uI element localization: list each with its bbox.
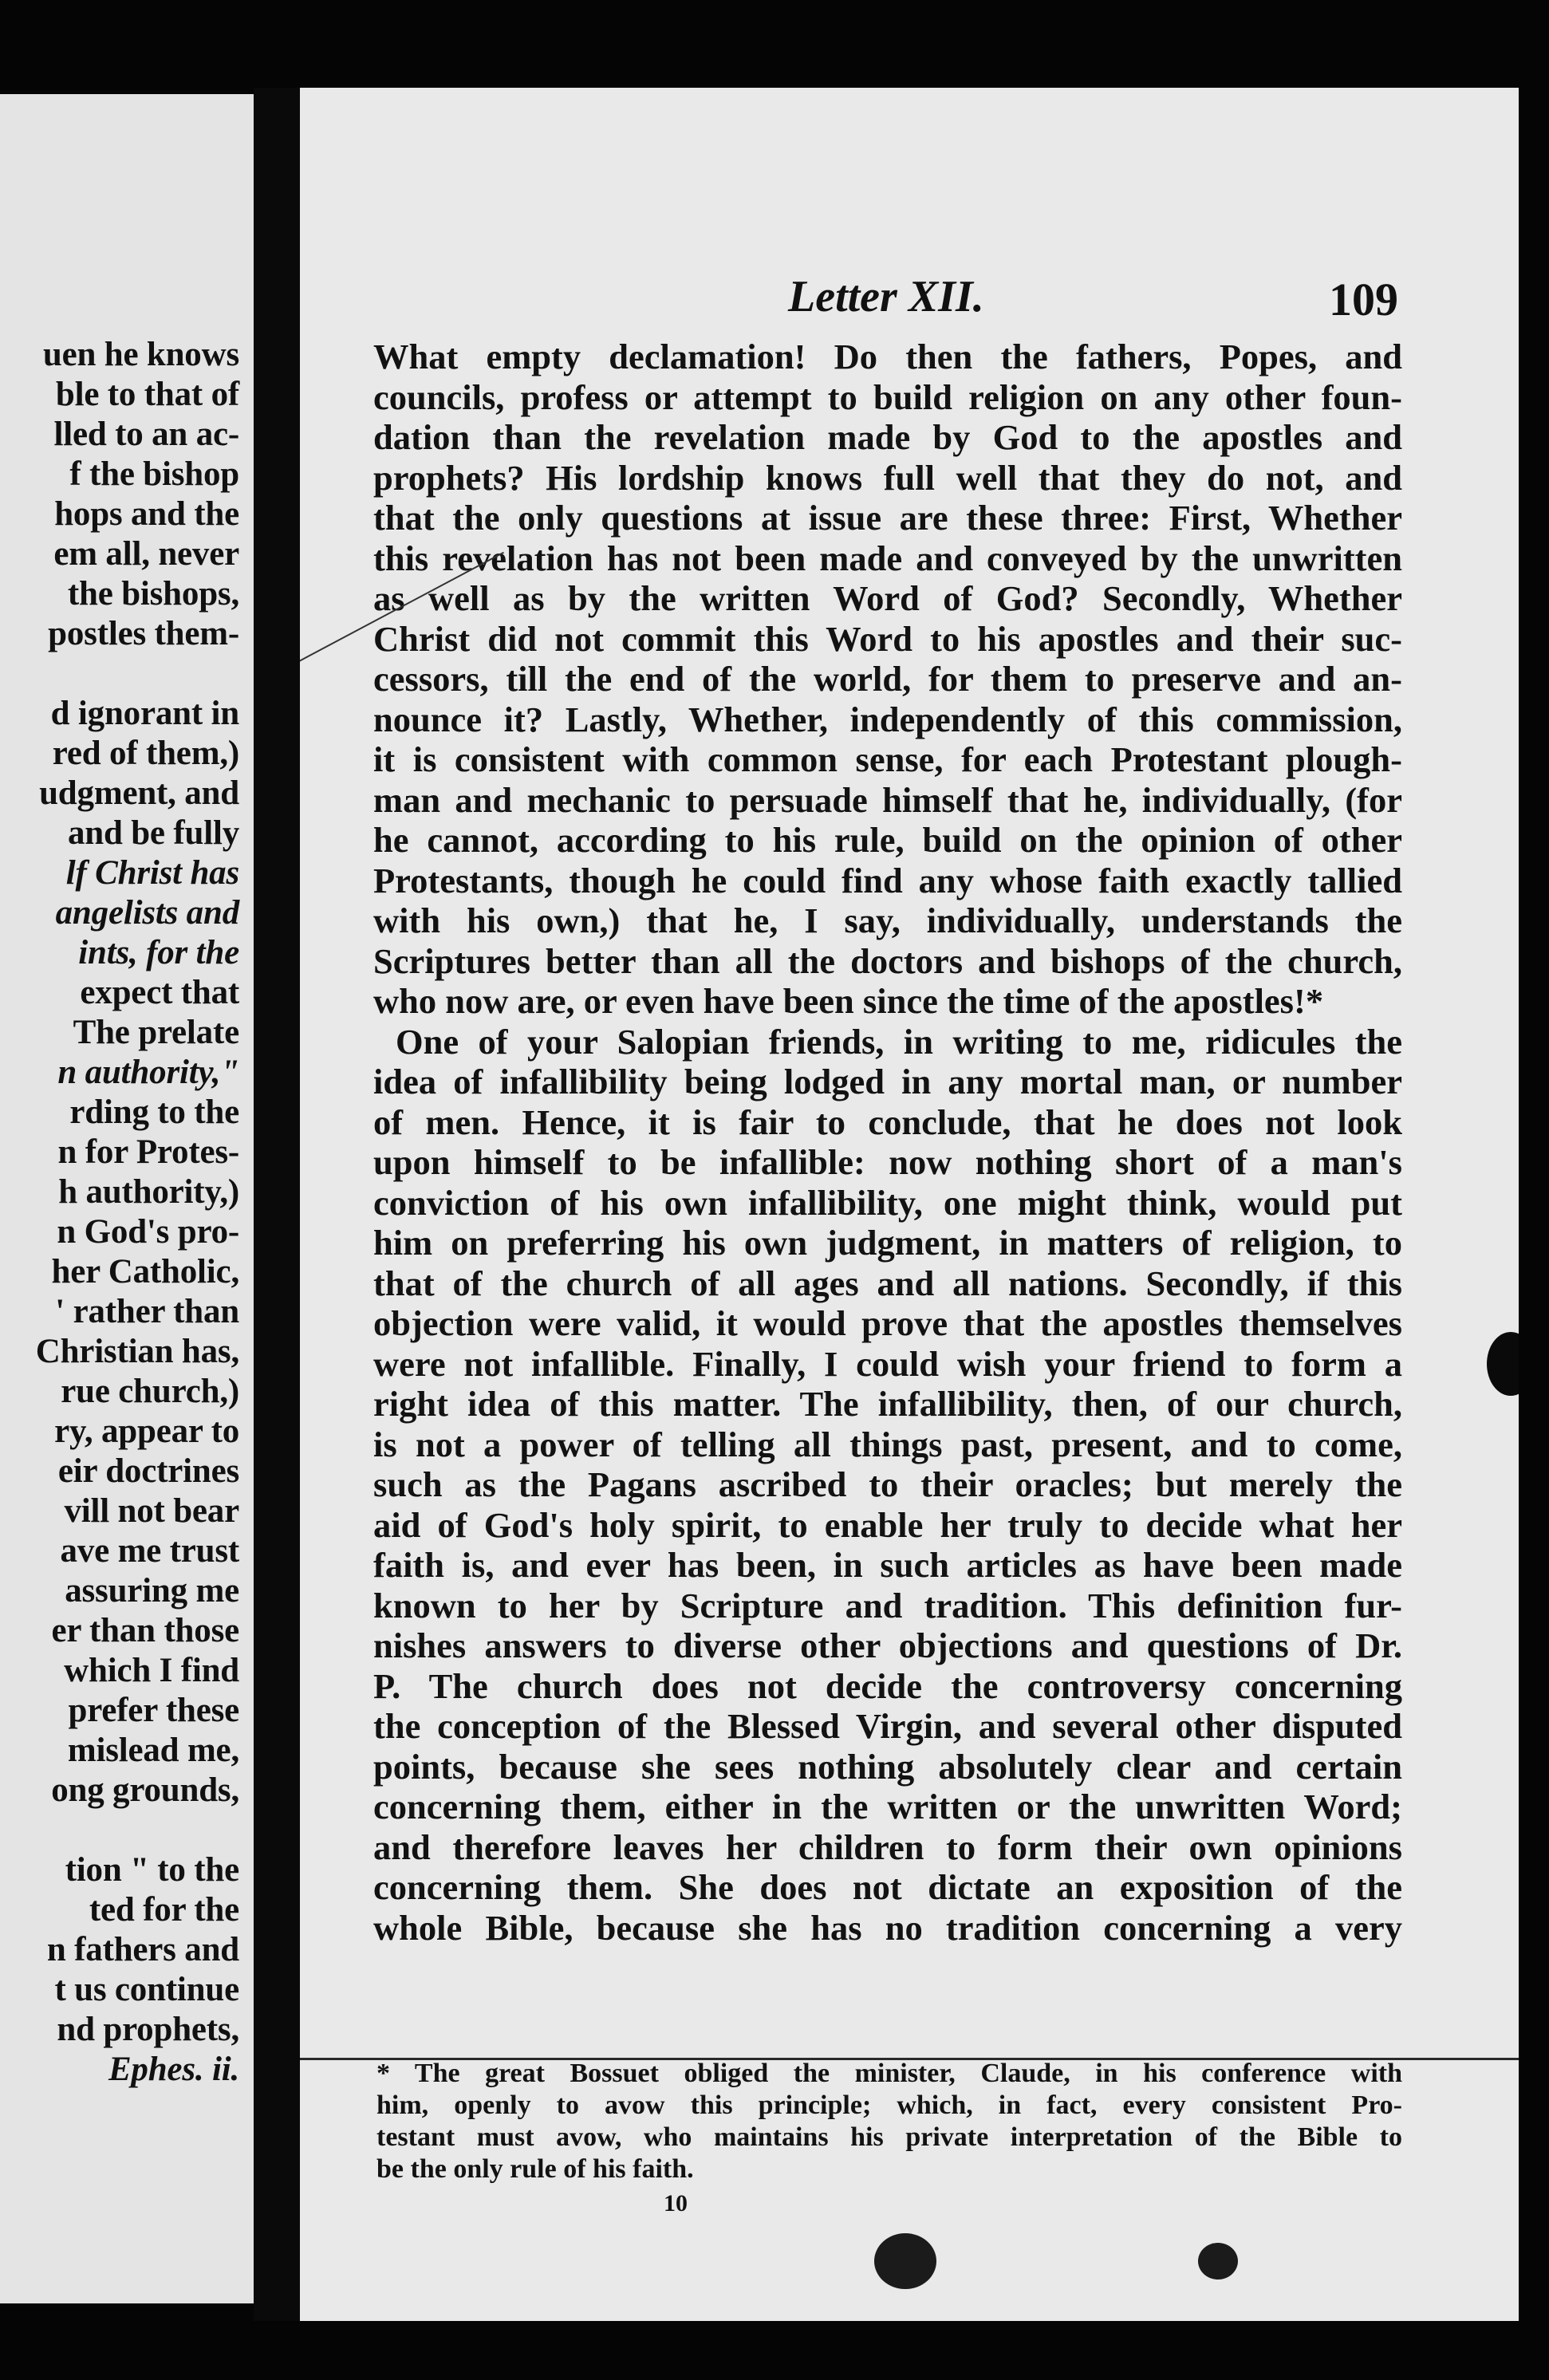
left-line: Ephes. ii. — [108, 2051, 239, 2088]
text-line: he cannot, according to his rule, build on the opinion of other — [373, 820, 1402, 860]
footnote-line: be the only rule of his faith. — [376, 2154, 694, 2184]
left-line: ave me trust — [60, 1532, 239, 1570]
left-page-fragment — [0, 94, 256, 2303]
text-line: faith is, and ever has been, in such articles as have been made — [373, 1545, 1402, 1585]
text-line: concerning them. She does not dictate an exposition of the — [373, 1867, 1402, 1907]
body-text — [373, 337, 1402, 1948]
footnote — [376, 2058, 1402, 2185]
ink-blot — [874, 2233, 936, 2289]
left-line: Christian has, — [35, 1333, 239, 1370]
left-line: which I find — [64, 1652, 239, 1689]
left-line: ints, for the — [78, 934, 239, 971]
text-line: known to her by Scripture and tradition. This definition fur- — [373, 1585, 1402, 1625]
text-line: objection were valid, it would prove that the apostles themselves — [373, 1303, 1402, 1343]
text-line: as well as by the written Word of God? Secondly, Whether — [373, 578, 1402, 618]
text-line: of men. Hence, it is fair to conclude, that he does not look — [373, 1101, 1402, 1142]
left-line: n for Protes- — [57, 1133, 239, 1171]
left-line: tion " to the — [65, 1851, 239, 1889]
text-line: whole Bible, because she has no tradition concerning a very — [373, 1907, 1402, 1948]
text-line: upon himself to be infallible: now nothing short of a man's — [373, 1142, 1402, 1182]
text-line: who now are, or even have been since the time of the apostles!* — [373, 981, 1324, 1021]
text-line: idea of infallibility being lodged in any mortal man, or number — [373, 1062, 1402, 1101]
text-line: concerning them, either in the written or the unwritten Word; — [373, 1787, 1402, 1826]
text-line: aid of God's holy spirit, to enable her truly to decide what her — [373, 1504, 1402, 1545]
text-line: Christ did not commit this Word to his apostles and their suc- — [373, 618, 1402, 659]
text-line: conviction of his own infallibility, one might think, would put — [373, 1182, 1402, 1223]
left-line: ong grounds, — [51, 1771, 239, 1809]
text-line: councils, profess or attempt to build religion on any other foun- — [373, 376, 1402, 417]
text-line: right idea of this matter. The infallibility, then, of our church, — [373, 1384, 1402, 1424]
text-line: cessors, till the end of the world, for them to preserve and an- — [373, 659, 1402, 699]
text-line: Protestants, though he could find any whose faith exactly tallied — [373, 860, 1402, 900]
left-line: assuring me — [65, 1572, 239, 1610]
text-line: points, because she sees nothing absolutely clear and certain — [373, 1746, 1402, 1787]
left-line: d ignorant in — [50, 695, 239, 732]
text-line: this revelation has not been made and conveyed by the unwritten — [373, 538, 1402, 578]
text-line: him on preferring his own judgment, in matters of religion, to — [373, 1223, 1402, 1263]
text-line: nishes answers to diverse other objections and questions of Dr. — [373, 1625, 1402, 1665]
left-line: hops and the — [54, 495, 239, 533]
text-line: prophets? His lordship knows full well that they do not, and — [373, 457, 1402, 498]
left-line: eir doctrines — [57, 1452, 239, 1490]
left-line: expect that — [80, 974, 239, 1011]
signature-mark: 10 — [664, 2190, 688, 2216]
left-line: er than those — [51, 1612, 239, 1649]
page-number: 109 — [1329, 274, 1398, 325]
left-line: lled to an ac- — [53, 416, 239, 453]
text-line: such as the Pagans ascribed to their oracles; but merely the — [373, 1464, 1402, 1504]
left-line: uen he knows — [42, 336, 239, 373]
left-line: vill not bear — [64, 1492, 239, 1530]
left-line: n fathers and — [46, 1931, 239, 1968]
left-line: t us continue — [54, 1971, 239, 2008]
text-line: dation than the revelation made by God to the apostles and — [373, 417, 1402, 457]
left-line: f the bishop — [69, 455, 239, 493]
left-line: angelists and — [55, 894, 239, 932]
text-line: is not a power of telling all things past, present, and to come, — [373, 1424, 1402, 1464]
left-line: n God's pro- — [57, 1213, 239, 1251]
left-line: h authority,) — [58, 1173, 239, 1211]
text-line: P. The church does not decide the controversy concerning — [373, 1665, 1402, 1706]
left-line: red of them,) — [52, 735, 239, 772]
book-gutter — [254, 88, 300, 2321]
text-line: with his own,) that he, I say, individually, understands the — [373, 900, 1402, 940]
running-head: Letter XII. — [788, 272, 984, 321]
footnote-line: testant must avow, who maintains his private interpretation of the Bible to — [376, 2122, 1402, 2152]
footnote-line: him, openly to avow this principle; which, in fact, every consistent Pro- — [376, 2090, 1402, 2120]
edge-blot — [1487, 1332, 1519, 1396]
left-line: n authority," — [57, 1054, 239, 1091]
text-line: man and mechanic to persuade himself that he, individually, (for — [373, 779, 1402, 820]
footnote-line: * The great Bossuet obliged the minister, Claude, in his conference with — [376, 2059, 1402, 2088]
left-line: and be fully — [67, 814, 239, 852]
left-line: em all, never — [53, 535, 239, 573]
text-line: the conception of the Blessed Virgin, and several other disputed — [373, 1706, 1402, 1746]
text-line: and therefore leaves her children to form their own opinions — [373, 1826, 1402, 1867]
ink-blot — [1198, 2243, 1238, 2280]
text-line: that the only questions at issue are these three: First, Whether — [373, 498, 1402, 538]
left-line: rue church,) — [61, 1373, 239, 1410]
text-line: nounce it? Lastly, Whether, independently of this commission, — [373, 699, 1402, 739]
text-line: it is consistent with common sense, for each Protestant plough- — [373, 739, 1402, 779]
text-line: What empty declamation! Do then the fathers, Popes, and — [373, 337, 1402, 376]
main-page — [300, 88, 1519, 2321]
text-line: Scriptures better than all the doctors and bishops of the church, — [373, 940, 1402, 981]
left-line: rding to the — [69, 1093, 239, 1131]
left-line: udgment, and — [39, 774, 239, 812]
left-line: mislead me, — [67, 1732, 239, 1769]
left-line: ' rather than — [55, 1293, 239, 1330]
text-line: were not infallible. Finally, I could wish your friend to form a — [373, 1343, 1402, 1384]
text-line: One of your Salopian friends, in writing to me, ridicules the — [396, 1021, 1402, 1062]
left-line: prefer these — [68, 1692, 239, 1729]
left-line: postles them- — [48, 615, 239, 652]
left-line: The prelate — [73, 1014, 239, 1051]
text-line: that of the church of all ages and all nations. Secondly, if this — [373, 1263, 1402, 1303]
left-line: the bishops, — [67, 575, 239, 613]
left-line: ble to that of — [55, 376, 239, 413]
left-line: her Catholic, — [51, 1253, 239, 1290]
left-line: nd prophets, — [57, 2011, 239, 2048]
left-line: lf Christ has — [65, 854, 239, 892]
left-line: ry, appear to — [54, 1413, 239, 1450]
left-line: ted for the — [89, 1891, 239, 1929]
